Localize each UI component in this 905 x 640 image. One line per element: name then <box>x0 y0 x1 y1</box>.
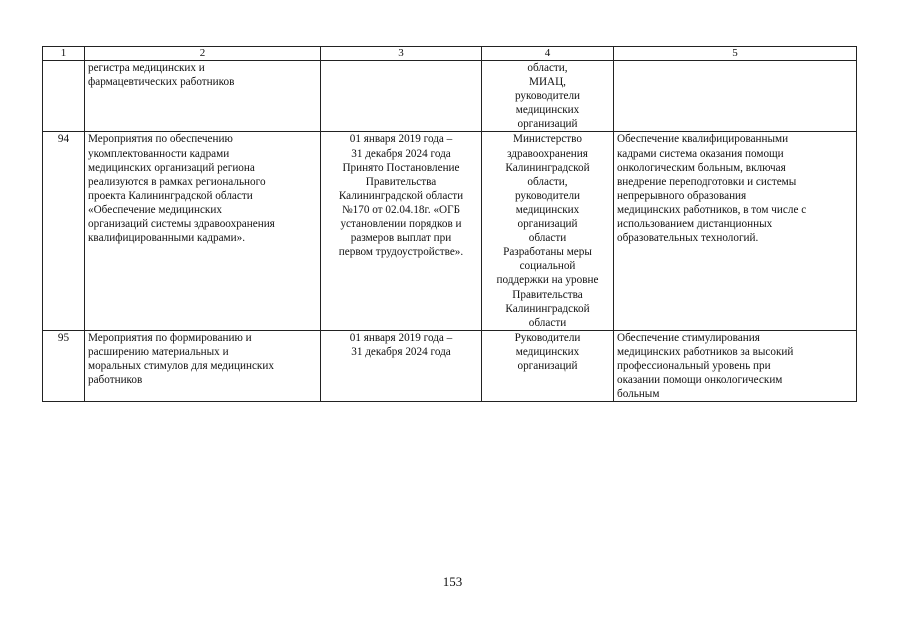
responsible-cell <box>482 330 614 401</box>
row-number <box>43 61 85 132</box>
cell-line: Разработаны меры <box>503 246 592 259</box>
cell-line: Министерство <box>513 133 582 146</box>
cell-line: Мероприятия по обеспечению <box>88 133 233 146</box>
cell-line: области, <box>527 175 568 188</box>
cell-line: здравоохранения <box>507 147 588 160</box>
table-row <box>43 330 857 401</box>
cell-line: медицинских работников за высокий <box>617 345 794 358</box>
cell-line: профессиональный уровень при <box>617 359 771 372</box>
cell-line: проекта Калининградской области <box>88 189 253 202</box>
cell-line: регистра медицинских и <box>88 62 205 74</box>
cell-line: укомплектованности кадрами <box>88 147 230 160</box>
cell-line: установлении порядков и <box>340 218 462 231</box>
cell-line: работников <box>88 374 143 387</box>
cell-line: больным <box>617 388 660 401</box>
cell-line: области <box>528 232 567 245</box>
cell-line: организаций системы здравоохранения <box>88 218 275 231</box>
column-header-3: 3 <box>321 47 482 61</box>
cell-line: 31 декабря 2024 года <box>351 147 451 160</box>
continuation-row <box>43 61 857 132</box>
cell-line: 01 января 2019 года – <box>349 331 453 344</box>
cell-line: руководители <box>514 90 581 103</box>
cell-line: медицинских <box>515 345 580 358</box>
column-header-4: 4 <box>482 47 614 61</box>
cell-line: Обеспечение стимулирования <box>617 331 760 344</box>
cell-line: области, <box>527 62 568 74</box>
result-cell <box>614 132 857 330</box>
cell-line: 31 декабря 2024 года <box>351 345 451 358</box>
cell-line: медицинских организаций региона <box>88 161 255 174</box>
result-cell <box>614 330 857 401</box>
row-number: 94 <box>43 132 85 330</box>
measures-table <box>42 46 857 402</box>
cell-line: внедрение переподготовки и системы <box>617 175 797 188</box>
cell-line: 01 января 2019 года – <box>349 133 453 146</box>
cell-line: руководители <box>514 189 581 202</box>
cell-line: Мероприятия по формированию и <box>88 331 252 344</box>
cell-line: Калининградской области <box>338 189 464 202</box>
result-cell <box>614 61 857 132</box>
cell-line: организаций <box>517 218 578 231</box>
cell-line: Правительства <box>365 175 437 188</box>
cell-line: медицинских работников, в том числе с <box>617 203 807 216</box>
column-header-1: 1 <box>43 47 85 61</box>
cell-line: Калининградской <box>505 302 590 315</box>
period-cell <box>321 61 482 132</box>
cell-line: Обеспечение квалифицированными <box>617 133 789 146</box>
cell-line: Руководители <box>514 331 581 344</box>
cell-line: Калининградской <box>505 161 590 174</box>
cell-line: №170 от 02.04.18г. «ОГБ <box>341 203 461 216</box>
cell-line: онкологическим больным, включая <box>617 161 786 174</box>
cell-line: МИАЦ, <box>529 76 566 89</box>
cell-line: социальной <box>519 260 576 273</box>
measure-cell <box>85 61 321 132</box>
cell-line: размеров выплат при <box>350 232 452 245</box>
cell-line: оказании помощи онкологическим <box>617 374 783 387</box>
measure-cell <box>85 330 321 401</box>
table-row <box>43 132 857 330</box>
cell-line: фармацевтических работников <box>88 76 235 89</box>
cell-line: «Обеспечение медицинских <box>88 203 222 216</box>
row-number: 95 <box>43 330 85 401</box>
cell-line: медицинских <box>515 203 580 216</box>
header-row <box>43 47 857 61</box>
cell-line: поддержки на уровне <box>496 274 599 287</box>
cell-line: организаций <box>517 118 578 131</box>
responsible-cell <box>482 132 614 330</box>
cell-line: моральных стимулов для медицинских <box>88 359 274 372</box>
cell-line: области <box>528 316 567 329</box>
cell-line: расширению материальных и <box>88 345 229 358</box>
responsible-cell <box>482 61 614 132</box>
cell-line: медицинских <box>515 104 580 117</box>
column-header-5: 5 <box>614 47 857 61</box>
cell-line: кадрами система оказания помощи <box>617 147 784 160</box>
cell-line: организаций <box>517 359 578 372</box>
cell-line: использованием дистанционных <box>617 218 773 231</box>
cell-line: реализуются в рамках регионального <box>88 175 266 188</box>
cell-line: образовательных технологий. <box>617 232 759 245</box>
cell-line: Принято Постановление <box>342 161 460 174</box>
cell-line: Правительства <box>512 288 583 301</box>
period-cell <box>321 132 482 330</box>
page-number: 153 <box>442 574 463 589</box>
cell-line: первом трудоустройстве». <box>338 246 464 259</box>
cell-line: непрерывного образования <box>617 189 747 202</box>
cell-line: квалифицированными кадрами». <box>88 232 245 245</box>
period-cell <box>321 330 482 401</box>
measure-cell <box>85 132 321 330</box>
column-header-2: 2 <box>85 47 321 61</box>
